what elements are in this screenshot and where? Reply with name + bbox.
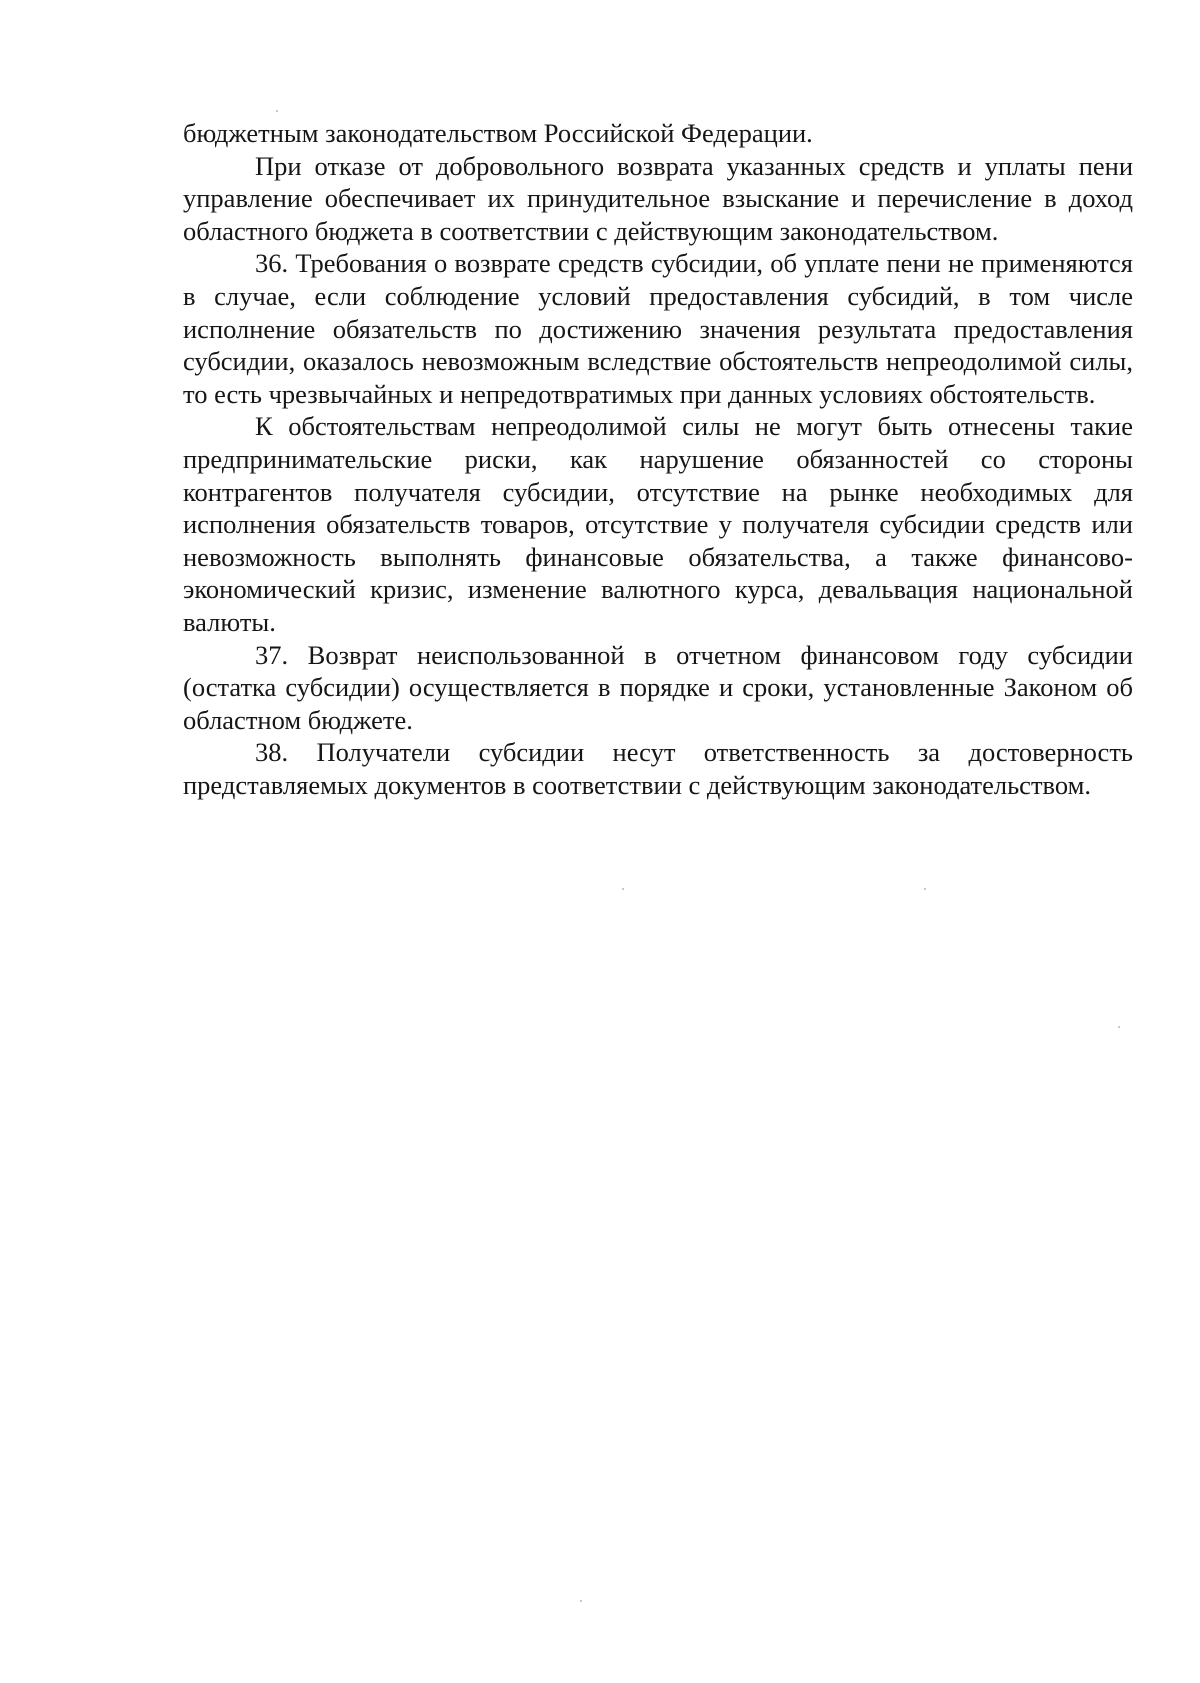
document-body (183, 117, 1133, 801)
paragraph-38: 38. Получатели субсидии несут ответственность за достоверность представляемых документов в соответствии с действующим законодательством. (183, 737, 1133, 800)
scan-speck (622, 888, 624, 890)
paragraph-continuation: бюджетным законодательством Российской Федерации. (183, 118, 813, 148)
scan-speck (580, 1600, 582, 1602)
scan-speck (276, 110, 278, 112)
scan-speck (924, 888, 926, 890)
paragraph-refusal-of-return: При отказе от добровольного возврата указанных средств и уплаты пени управление обеспечивает их принудительное взыскание и перечисление в доход областного бюджета в соответствии с действующим законодательством. (183, 150, 1133, 246)
paragraph-37: 37. Возврат неиспользованной в отчетном финансовом году субсидии (остатка субсидии) осуществляется в порядке и сроки, установленные Законом об областном бюджете. (183, 639, 1133, 735)
paragraph-force-majeure: К обстоятельствам непреодолимой силы не могут быть отнесены такие предпринимательские риски, как нарушение обязанностей со стороны контрагентов получателя субсидии, отсутствие на рынке необходимых для исполнения обязательств товаров, отсутствие у получателя субсидии средств или невозможность выполнять финансовые обязательства, а также финансово-экономический кризис, изменение валютного курса, девальвация национальной валюты. (183, 411, 1133, 637)
paragraph-36: 36. Требования о возврате средств субсидии, об уплате пени не применяются в случае, если соблюдение условий предоставления субсидий, в том числе исполнение обязательств по достижению значения результата предоставления субсидии, оказалось невозможным вследствие обстоятельств непреодолимой силы, то есть чрезвычайных и непредотвратимых при данных условиях обстоятельств. (183, 248, 1133, 409)
scan-speck (1118, 1026, 1120, 1028)
